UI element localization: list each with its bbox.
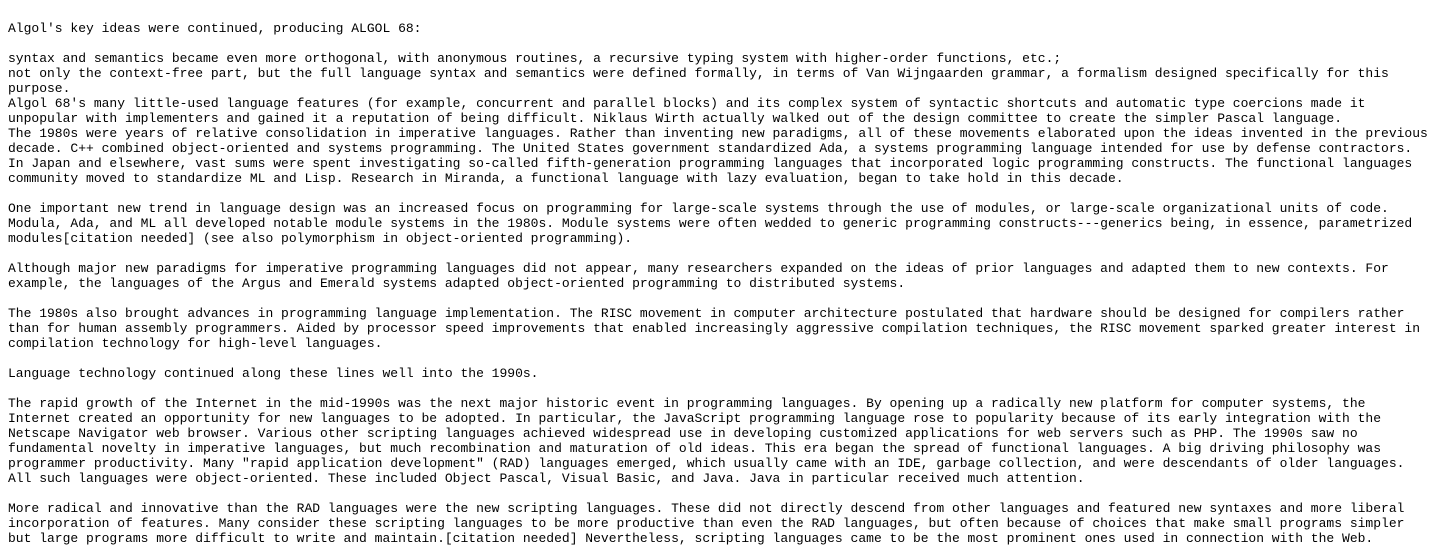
document-line bbox=[8, 186, 1434, 201]
document-line: incorporation of features. Many consider these scripting languages to be more productive than even the RAD languages, but often because of choices that make small programs simpler bbox=[8, 516, 1405, 531]
document-line: than for human assembly programmers. Aided by processor speed improvements that enabled increasingly aggressive compilation techniques, the RISC movement sparked greater interest in bbox=[8, 321, 1421, 336]
document-line: One important new trend in language design was an increased focus on programming for large-scale systems through the use of modules, or large-scale organizational units of code. bbox=[8, 201, 1389, 216]
document-line: The rapid growth of the Internet in the mid-1990s was the next major historic event in programming languages. By opening up a radically new platform for computer systems, the bbox=[8, 396, 1366, 411]
document-line: All such languages were object-oriented. These included Object Pascal, Visual Basic, and Java. Java in particular received much attention. bbox=[8, 471, 1085, 486]
document-line: community moved to standardize ML and Lisp. Research in Miranda, a functional language with lazy evaluation, began to take hold in this decade. bbox=[8, 171, 1124, 186]
document-line: Although major new paradigms for imperative programming languages did not appear, many researchers expanded on the ideas of prior languages and adapted them to new contexts. For bbox=[8, 261, 1389, 276]
document-line: Algol 68's many little-used language features (for example, concurrent and parallel blocks) and its complex system of syntactic shortcuts and automatic type coercions made it bbox=[8, 96, 1366, 111]
document-line bbox=[8, 291, 1434, 306]
document-line bbox=[8, 486, 1434, 501]
document-line bbox=[8, 351, 1434, 366]
document-line: unpopular with implementers and gained it a reputation of being difficult. Niklaus Wirth actually walked out of the design committee to create the simpler Pascal language. bbox=[8, 111, 1343, 126]
document-line: but large programs more difficult to write and maintain.[citation needed] Nevertheless, scripting languages came to be the most prominent ones used in connection with the Web. bbox=[8, 531, 1374, 546]
document-line bbox=[8, 246, 1434, 261]
document-line: Modula, Ada, and ML all developed notable module systems in the 1980s. Module systems were often wedded to generic programming constructs---generics being, in essence, parametrized bbox=[8, 216, 1413, 231]
document-line: decade. C++ combined object-oriented and systems programming. The United States government standardized Ada, a systems programming language intended for use by defense contractors. bbox=[8, 141, 1413, 156]
document-line: modules[citation needed] (see also polymorphism in object-oriented programming). bbox=[8, 231, 633, 246]
document-line: purpose. bbox=[8, 81, 71, 96]
document-text bbox=[8, 0, 1434, 546]
document-line: The 1980s also brought advances in programming language implementation. The RISC movement in computer architecture postulated that hardware should be designed for compilers rather bbox=[8, 306, 1405, 321]
document-line: The 1980s were years of relative consolidation in imperative languages. Rather than inventing new paradigms, all of these movements elaborated upon the ideas invented in the previous bbox=[8, 126, 1428, 141]
document-line: Internet created an opportunity for new languages to be adopted. In particular, the JavaScript programming language rose to popularity because of its early integration with the bbox=[8, 411, 1382, 426]
document-line: In Japan and elsewhere, vast sums were spent investigating so-called fifth-generation programming languages that incorporated logic programming constructs. The functional languages bbox=[8, 156, 1413, 171]
document-line: programmer productivity. Many "rapid application development" (RAD) languages emerged, which usually came with an IDE, garbage collection, and were descendants of older languages. bbox=[8, 456, 1405, 471]
document-line bbox=[8, 6, 1434, 21]
document-line: Algol's key ideas were continued, producing ALGOL 68: bbox=[8, 21, 422, 36]
document-line: compilation technology for high-level languages. bbox=[8, 336, 383, 351]
document-line: More radical and innovative than the RAD languages were the new scripting languages. These did not directly descend from other languages and featured new syntaxes and more liberal bbox=[8, 501, 1405, 516]
document-line: syntax and semantics became even more orthogonal, with anonymous routines, a recursive typing system with higher-order functions, etc.; bbox=[8, 51, 1062, 66]
document-line bbox=[8, 36, 1434, 51]
document-line: fundamental novelty in imperative languages, but much recombination and maturation of old ideas. This era began the spread of functional languages. A big driving philosophy was bbox=[8, 441, 1382, 456]
document-line: example, the languages of the Argus and Emerald systems adapted object-oriented programming to distributed systems. bbox=[8, 276, 906, 291]
document-line: Netscape Navigator web browser. Various other scripting languages achieved widespread use in developing customized applications for web servers such as PHP. The 1990s saw no bbox=[8, 426, 1358, 441]
document-line: not only the context-free part, but the full language syntax and semantics were defined formally, in terms of Van Wijngaarden grammar, a formalism designed specifically for this bbox=[8, 66, 1389, 81]
document-line bbox=[8, 381, 1434, 396]
document-line: Language technology continued along these lines well into the 1990s. bbox=[8, 366, 539, 381]
